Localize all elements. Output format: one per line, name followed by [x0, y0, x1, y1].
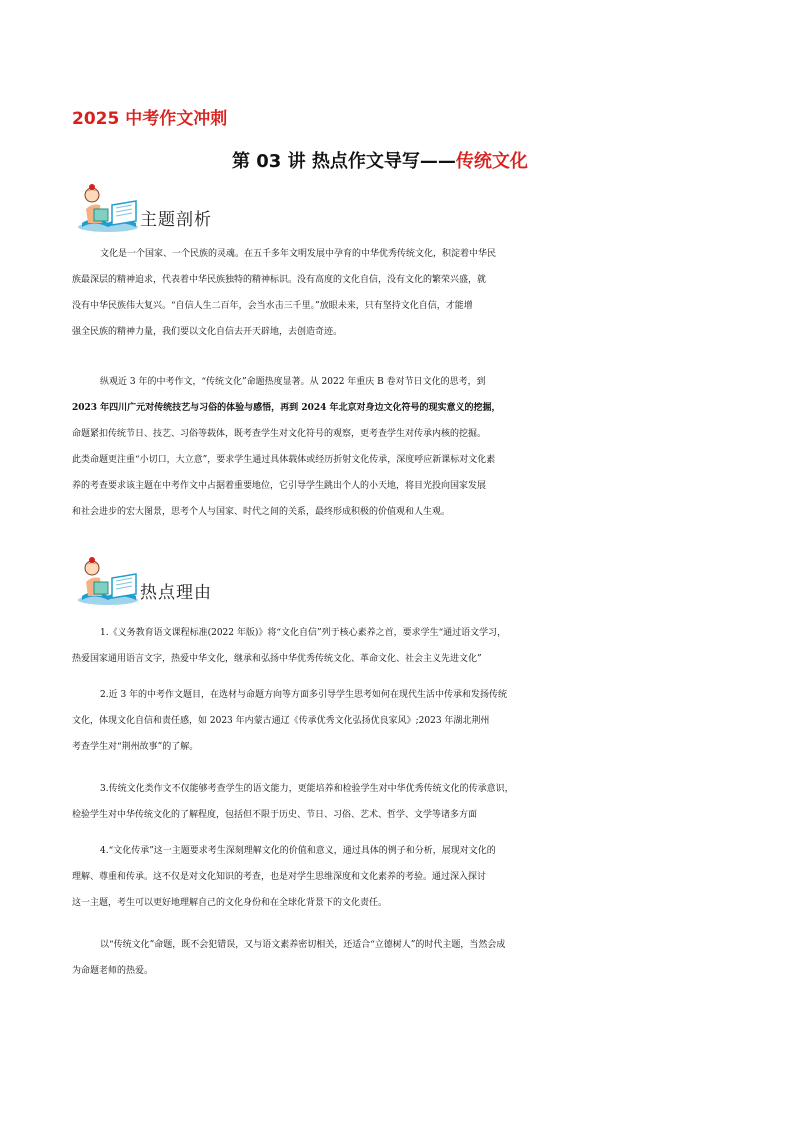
text-line: 族最深层的精神追求，代表着中华民族独特的精神标识。没有高度的文化自信，没有文化的繁荣兴盛，就	[72, 275, 487, 285]
text-line: 没有中华民族伟大复兴。“自信人生二百年，会当水击三千里。”放眼未来，只有坚持文化自信，才能增	[72, 301, 473, 311]
section-header-reasons	[72, 556, 292, 606]
text-line: 2.近 3 年的中考作文题目，在选材与命题方向等方面多引导学生思考如何在现代生活中传承和发扬传统	[100, 690, 508, 700]
text-line: 养的考查要求该主题在中考作文中占据着重要地位，它引导学生跳出个人的小天地，将目光投向国家发展	[72, 481, 487, 491]
text-line: 此类命题更注重“小切口，大立意”，要求学生通过具体载体或经历折射文化传承，深度呼应新课标对文化素	[72, 455, 496, 465]
text-line: 理解、尊重和传承。这不仅是对文化知识的考查，也是对学生思维深度和文化素养的考验。通过深入探讨	[72, 872, 487, 882]
girl-reading-book-icon	[72, 556, 144, 606]
text-line: 文化是一个国家、一个民族的灵魂。在五千多年文明发展中孕育的中华优秀传统文化，积淀着中华民	[100, 249, 497, 259]
text-line: 强全民族的精神力量，我们要以文化自信去开天辟地，去创造奇迹。	[72, 327, 343, 337]
reason-item-3	[72, 776, 752, 828]
text-line: 考查学生对“荆州故事”的了解。	[72, 742, 199, 752]
text-line: 纵观近 3 年的中考作文，“传统文化”命题热度显著。从 2022 年重庆 B 卷对节日文化的思考，到	[100, 377, 486, 387]
text-line: 检验学生对中华传统文化的了解程度，包括但不限于历史、节日、习俗、艺术、哲学、文学等诸多方面	[72, 810, 478, 820]
closing-paragraph	[72, 932, 752, 984]
text-line: 3.传统文化类作文不仅能够考查学生的语文能力，更能培养和检验学生对中华优秀传统文化的传承意识，	[100, 784, 514, 794]
section-header-analysis	[72, 183, 292, 233]
reason-item-2	[72, 682, 752, 760]
lecture-title-topic: 传统文化	[455, 151, 528, 172]
analysis-paragraph-2	[72, 369, 752, 525]
text-line: 2023 年四川广元对传统技艺与习俗的体验与感悟，再到 2024 年北京对身边文化符号的现实意义的挖掘，	[72, 403, 501, 413]
reason-item-1	[72, 620, 752, 672]
text-line: 1.《义务教育语文课程标准(2022 年版)》将“文化自信”列于核心素养之首，要求学生“通过语文学习，	[100, 628, 507, 638]
reason-item-4	[72, 838, 752, 916]
text-line: 热爱国家通用语言文字，热爱中华文化，继承和弘扬中华优秀传统文化、革命文化、社会主义先进文化”	[72, 654, 482, 664]
text-line: 以“传统文化”命题，既不会犯错误，又与语文素养密切相关，还适合“立德树人”的时代主题，当然会成	[100, 940, 506, 950]
series-title: 2025 中考作文冲刺	[72, 109, 228, 129]
text-line: 文化，体现文化自信和责任感，如 2023 年内蒙古通辽《传承优秀文化弘扬优良家风》;2023 年湖北荆州	[72, 716, 490, 726]
section-title-analysis: 主题剖析	[140, 210, 212, 230]
lecture-title-prefix: 第 03 讲 热点作文导写——	[232, 151, 456, 172]
text-line: 4.“文化传承”这一主题要求考生深刻理解文化的价值和意义，通过具体的例子和分析，展现对文化的	[100, 846, 496, 856]
text-line: 和社会进步的宏大图景，思考个人与国家、时代之间的关系，最终形成积极的价值观和人生观。	[72, 507, 451, 517]
text-line: 这一主题，考生可以更好地理解自己的文化身份和在全球化背景下的文化责任。	[72, 898, 388, 908]
analysis-paragraph-1	[72, 241, 752, 345]
girl-reading-book-icon	[72, 183, 144, 233]
text-line: 为命题老师的热爱。	[72, 966, 154, 976]
section-title-reasons: 热点理由	[140, 583, 212, 603]
text-line: 命题紧扣传统节日、技艺、习俗等载体，既考查学生对文化符号的观察，更考查学生对传承内核的挖掘。	[72, 429, 487, 439]
lecture-title	[232, 147, 528, 173]
